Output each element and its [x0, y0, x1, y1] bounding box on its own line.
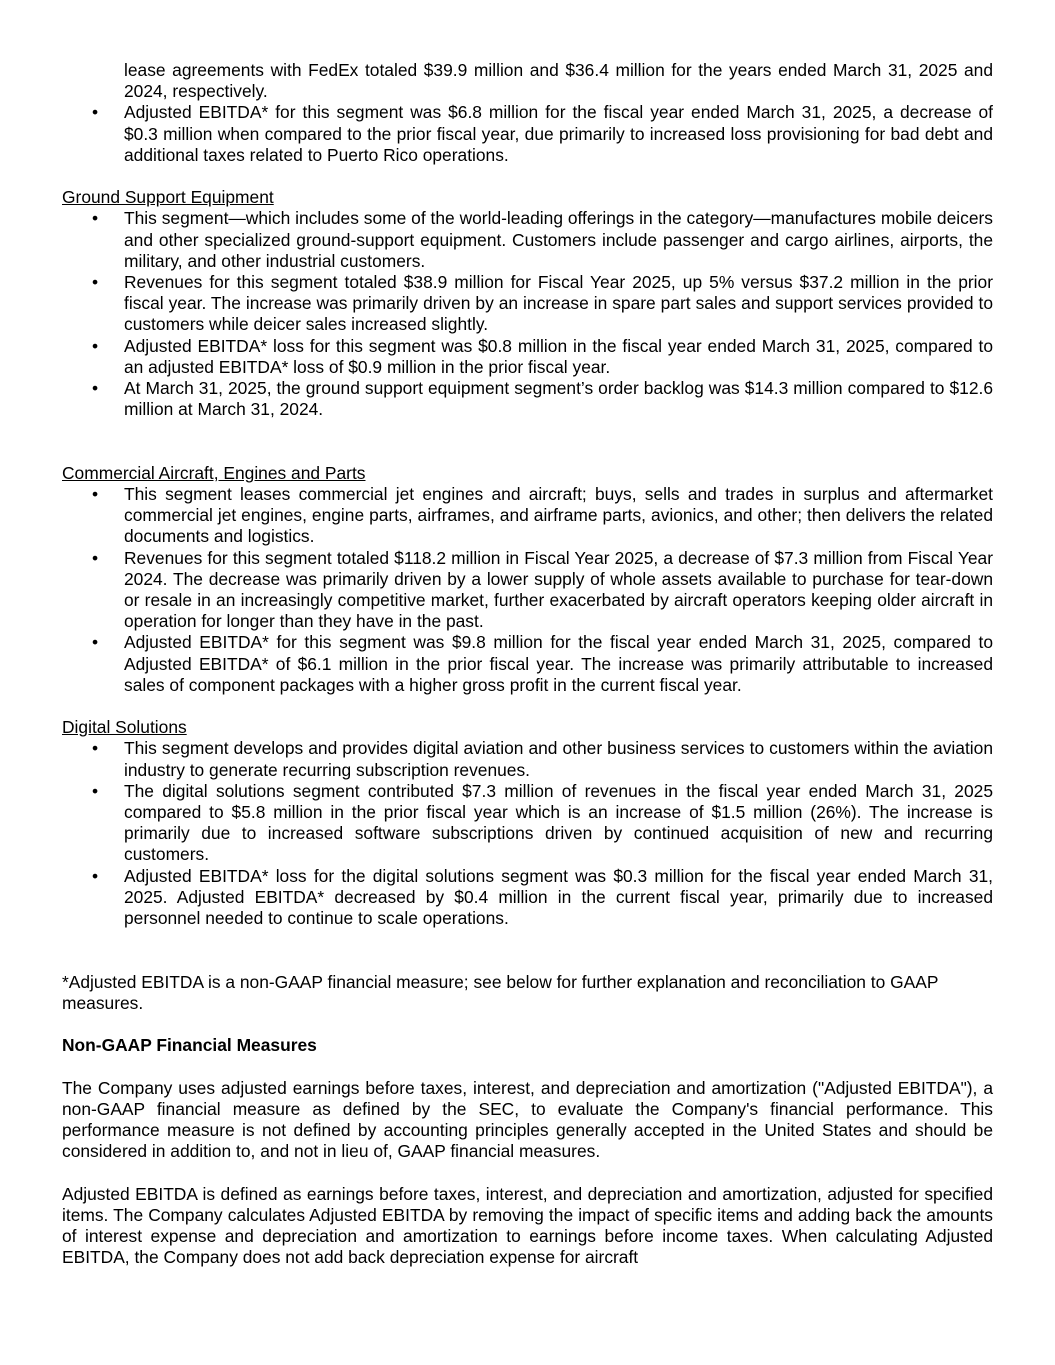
- list-item: [62, 272, 993, 336]
- section-heading-commercial-aircraft: Commercial Aircraft, Engines and Parts: [62, 462, 366, 483]
- list-item: [62, 336, 993, 378]
- list-item: [62, 102, 993, 166]
- list-item-text: Adjusted EBITDA* loss for the digital solutions segment was $0.3 million for the fiscal year ended March 31, 2025. Adjusted EBITDA* decreased by $0.4 million in the current fiscal year, primarily due to increased personnel needed to continue to scale operations.: [124, 865, 993, 929]
- bullet-glyph: •: [92, 547, 99, 568]
- footnote: *Adjusted EBITDA is a non-GAAP financial measure; see below for further explanation and reconciliation to GAAP measures.: [62, 971, 939, 1013]
- list-item-text: Adjusted EBITDA* for this segment was $9.8 million for the fiscal year ended March 31, 2025, compared to Adjusted EBITDA* of $6.1 million in the prior fiscal year. The increase was primarily attributable to increased sales of component packages with a higher gross profit in the current fiscal year.: [124, 632, 993, 695]
- ground-support-bullet-list: [62, 208, 993, 420]
- bullet-glyph: •: [92, 632, 99, 653]
- list-item: [62, 548, 993, 633]
- paragraph-continuation: lease agreements with FedEx totaled $39.9 million and $36.4 million for the years ended March 31, 2025 and 2024, respectively.: [124, 60, 993, 102]
- list-item: [62, 378, 993, 420]
- list-item-text: At March 31, 2025, the ground support equipment segment’s order backlog was $14.3 million compared to $12.6 million at March 31, 2024.: [124, 378, 993, 420]
- bullet-glyph: •: [92, 102, 99, 123]
- section-heading-ground-support: Ground Support Equipment: [62, 187, 274, 208]
- list-item: [62, 484, 993, 548]
- list-item-text: This segment leases commercial jet engines and aircraft; buys, sells and trades in surplus and aftermarket commercial jet engines, engine parts, airframes, and airframe parts, avionics, and other; then delivers the related documents and logistics.: [124, 484, 993, 547]
- list-item: [62, 208, 993, 272]
- nongaap-paragraph-1: The Company uses adjusted earnings before taxes, interest, and depreciation and amortization ("Adjusted EBITDA"), a non-GAAP financial measure as defined by the SEC, to evaluate the Company's financial performance. This performance measure is not defined by accounting principles generally accepted in the United States and should be considered in addition to, and not in lieu of, GAAP financial measures.: [62, 1077, 993, 1162]
- digital-solutions-bullet-list: [62, 738, 993, 929]
- bullet-glyph: •: [92, 484, 99, 505]
- list-item-text: This segment—which includes some of the world-leading offerings in the category—manufactures mobile deicers and other specialized ground-support equipment. Customers include passenger and cargo airlines, airports, the military, and other industrial customers.: [124, 208, 993, 271]
- nongaap-paragraph-2: Adjusted EBITDA is defined as earnings before taxes, interest, and depreciation and amortization, adjusted for specified items. The Company calculates Adjusted EBITDA by removing the impact of specific items and adding back the amounts of interest expense and depreciation and amortization to earnings before income taxes. When calculating Adjusted EBITDA, the Company does not add back depreciation expense for aircraft: [62, 1183, 993, 1268]
- list-item-text: Adjusted EBITDA* loss for this segment was $0.8 million in the fiscal year ended March 31, 2025, compared to an adjusted EBITDA* loss of $0.9 million in the prior fiscal year.: [124, 335, 993, 377]
- list-item-text: Revenues for this segment totaled $38.9 million for Fiscal Year 2025, up 5% versus $37.2 million in the prior fiscal year. The increase was primarily driven by an increase in spare part sales and support services provided to customers while deicer sales increased slightly.: [124, 272, 993, 335]
- bullet-glyph: •: [92, 378, 99, 399]
- commercial-aircraft-bullet-list: [62, 484, 993, 696]
- list-item-text: Revenues for this segment totaled $118.2 million in Fiscal Year 2025, a decrease of $7.3 million from Fiscal Year 2024. The decrease was primarily driven by a lower supply of whole assets available to purchase for tear-down or resale in an increasingly competitive market, further exacerbated by aircraft operators keeping older aircraft in operation for longer than they have in the past.: [124, 547, 993, 632]
- bullet-glyph: •: [92, 272, 99, 293]
- bullet-glyph: •: [92, 780, 99, 801]
- list-item: [62, 738, 993, 780]
- list-item: [62, 632, 993, 696]
- bullet-glyph: •: [92, 335, 99, 356]
- nongaap-heading: Non-GAAP Financial Measures: [62, 1035, 317, 1056]
- bullet-glyph: •: [92, 738, 99, 759]
- list-item: [62, 781, 993, 866]
- document-page: [62, 60, 993, 1268]
- section-heading-digital-solutions: Digital Solutions: [62, 717, 187, 738]
- intro-bullet-list: [62, 102, 993, 166]
- list-item: [62, 866, 993, 930]
- list-item-text: Adjusted EBITDA* for this segment was $6.8 million for the fiscal year ended March 31, 2025, a decrease of $0.3 million when compared to the prior fiscal year, due primarily to increased loss provisioning for bad debt and additional taxes related to Puerto Rico operations.: [124, 102, 993, 165]
- bullet-glyph: •: [92, 865, 99, 886]
- list-item-text: The digital solutions segment contributed $7.3 million of revenues in the fiscal year ended March 31, 2025 compared to $5.8 million in the prior fiscal year which is an increase of $1.5 million (26%). The increase is primarily due to increased software subscriptions driven by continued acquisition of new and recurring customers.: [124, 780, 993, 865]
- bullet-glyph: •: [92, 208, 99, 229]
- list-item-text: This segment develops and provides digital aviation and other business services to customers within the aviation industry to generate recurring subscription revenues.: [124, 738, 993, 780]
